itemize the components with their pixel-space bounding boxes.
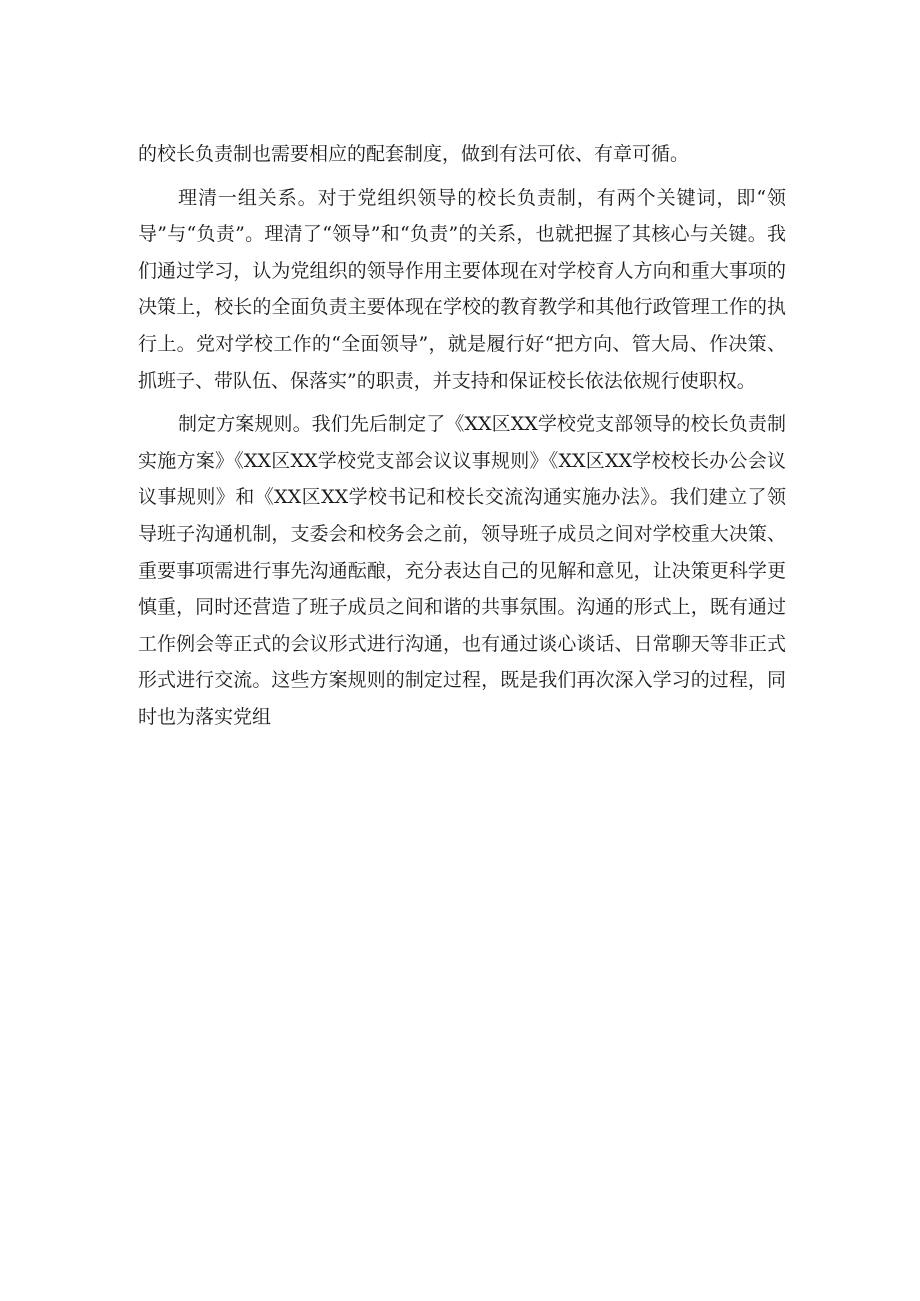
paragraph-relationship: 理清一组关系。对于党组织领导的校长负责制，有两个关键词，即“领导”与“负责”。理清了“领导”和“负责”的关系，也就把握了其核心与关键。我们通过学习，认为党组织的领导作用主要体现在对学校育人方向和重大事项的决策上，校长的全面负责主要体现在学校的教育教学和其他行政管理工作的执行上。党对学校工作的“全面领导”，就是履行好“把方向、管大局、作决策、抓班子、带队伍、保落实”的职责，并支持和保证校长依法依规行使职权。 [138, 186, 786, 392]
paragraph-continuation: 的校长负责制也需要相应的配套制度，做到有法可依、有章可循。 [138, 143, 690, 165]
document-body [138, 136, 786, 743]
paragraph-rules: 制定方案规则。我们先后制定了《XX区XX学校党支部领导的校长负责制实施方案》《XX区XX学校党支部会议议事规则》《XX区XX学校校长办公会议议事规则》和《XX区XX学校书记和校长交流沟通实施办法》。我们建立了领导班子沟通机制，支委会和校务会之前，领导班子成员之间对学校重大决策、重要事项需进行事先沟通酝酿，充分表达自己的见解和意见，让决策更科学更慎重，同时还营造了班子成员之间和谐的共事氛围。沟通的形式上，既有通过工作例会等正式的会议形式进行沟通，也有通过谈心谈话、日常聊天等非正式形式进行交流。这些方案规则的制定过程，既是我们再次深入学习的过程，同时也为落实党组 [138, 413, 786, 728]
